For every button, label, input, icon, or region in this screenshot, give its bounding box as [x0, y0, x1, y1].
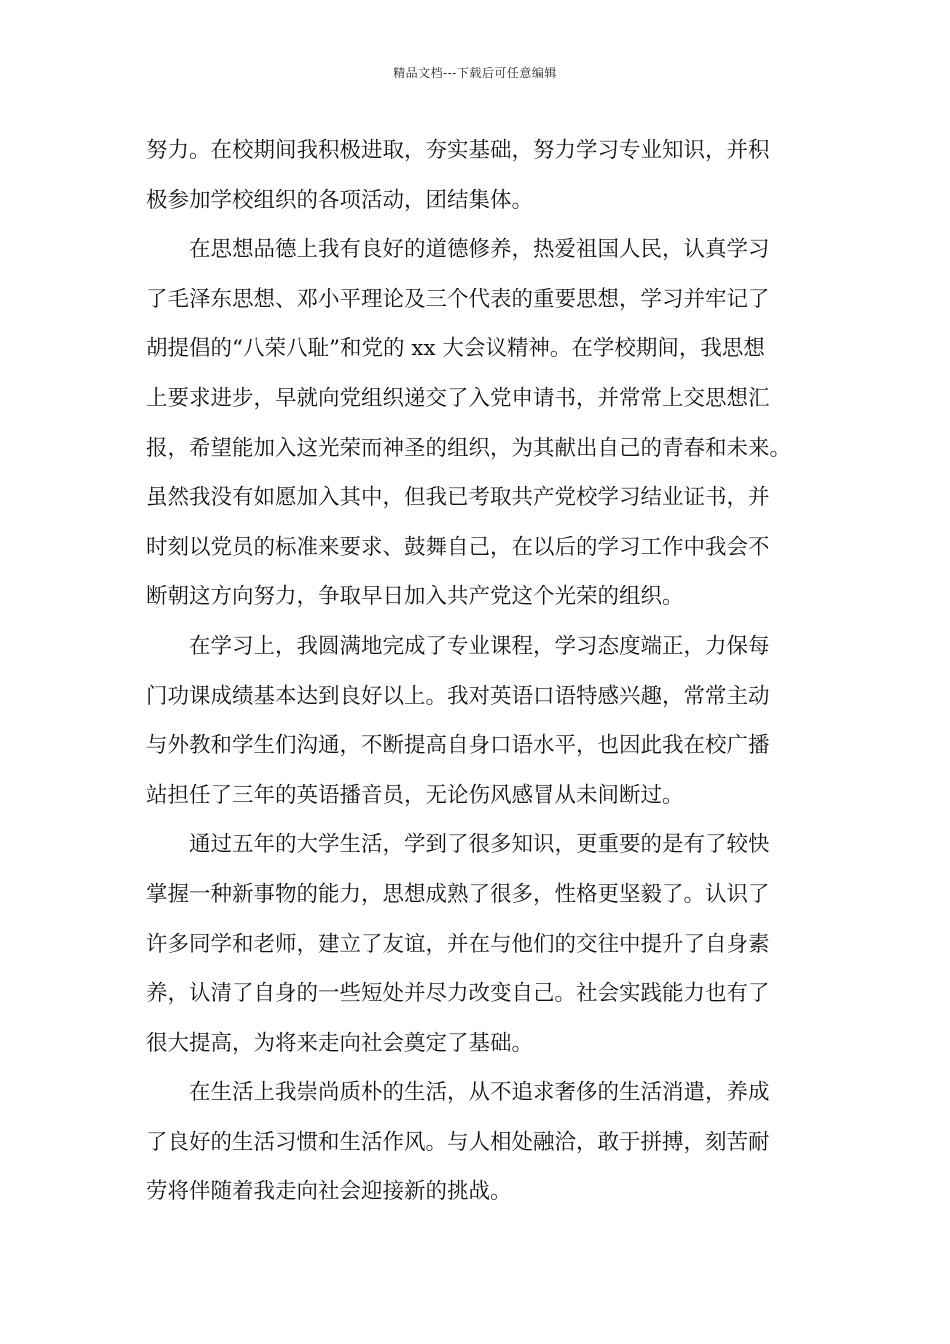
text-line: 了毛泽东思想、邓小平理论及三个代表的重要思想，学习并牢记了	[146, 286, 770, 312]
text-line: 养，认清了自身的一些短处并尽力改变自己。社会实践能力也有了	[146, 981, 770, 1007]
text-line: 掌握一种新事物的能力，思想成熟了很多，性格更坚毅了。认识了	[146, 881, 770, 907]
text-line: 极参加学校组织的各项活动，团结集体。	[146, 187, 534, 213]
text-line: 在生活上我崇尚质朴的生活，从不追求奢侈的生活消遣，养成	[189, 1080, 770, 1106]
text-line: 虽然我没有如愿加入其中，但我已考取共产党校学习结业证书，并	[146, 485, 770, 511]
text-line: 努力。在校期间我积极进取，夯实基础，努力学习专业知识，并积	[146, 138, 770, 163]
text-line: 断朝这方向努力，争取早日加入共产党这个光荣的组织。	[146, 584, 684, 610]
text-line: 门功课成绩基本达到良好以上。我对英语口语特感兴趣，常常主动	[146, 683, 770, 709]
text-line: 劳将伴随着我走向社会迎接新的挑战。	[146, 1179, 512, 1205]
paragraph	[146, 622, 806, 820]
paragraph	[146, 1068, 806, 1217]
text-line: 站担任了三年的英语播音员，无论伤风感冒从未间断过。	[146, 782, 684, 808]
text-line: 很大提高，为将来走向社会奠定了基础。	[146, 1030, 534, 1056]
text-line: 在学习上，我圆满地完成了专业课程，学习态度端正，力保每	[189, 633, 770, 659]
text-line: 时刻以党员的标准来要求、鼓舞自己，在以后的学习工作中我会不	[146, 534, 770, 560]
paragraph	[146, 225, 806, 622]
paragraph	[146, 820, 806, 1068]
text-line: 在思想品德上我有良好的道德修养，热爱祖国人民，认真学习	[189, 237, 770, 263]
text-line: 通过五年的大学生活，学到了很多知识，更重要的是有了较快	[189, 832, 770, 858]
text-line: 胡提倡的“八荣八耻”和党的 xx 大会议精神。在学校期间，我思想	[146, 336, 765, 362]
text-line: 报，希望能加入这光荣而神圣的组织，为其献出自己的青春和未来。	[146, 435, 792, 461]
page-header: 精品文档---下载后可任意编辑	[393, 66, 557, 80]
paragraph	[146, 126, 806, 225]
text-line: 与外教和学生们沟通，不断提高自身口语水平，也因此我在校广播	[146, 733, 770, 759]
text-line: 上要求进步，早就向党组织递交了入党申请书，并常常上交思想汇	[146, 385, 770, 411]
text-line: 许多同学和老师，建立了友谊，并在与他们的交往中提升了自身素	[146, 931, 770, 957]
document-body	[146, 126, 806, 1217]
text-line: 了良好的生活习惯和生活作风。与人相处融洽，敢于拼搏，刻苦耐	[146, 1129, 770, 1155]
